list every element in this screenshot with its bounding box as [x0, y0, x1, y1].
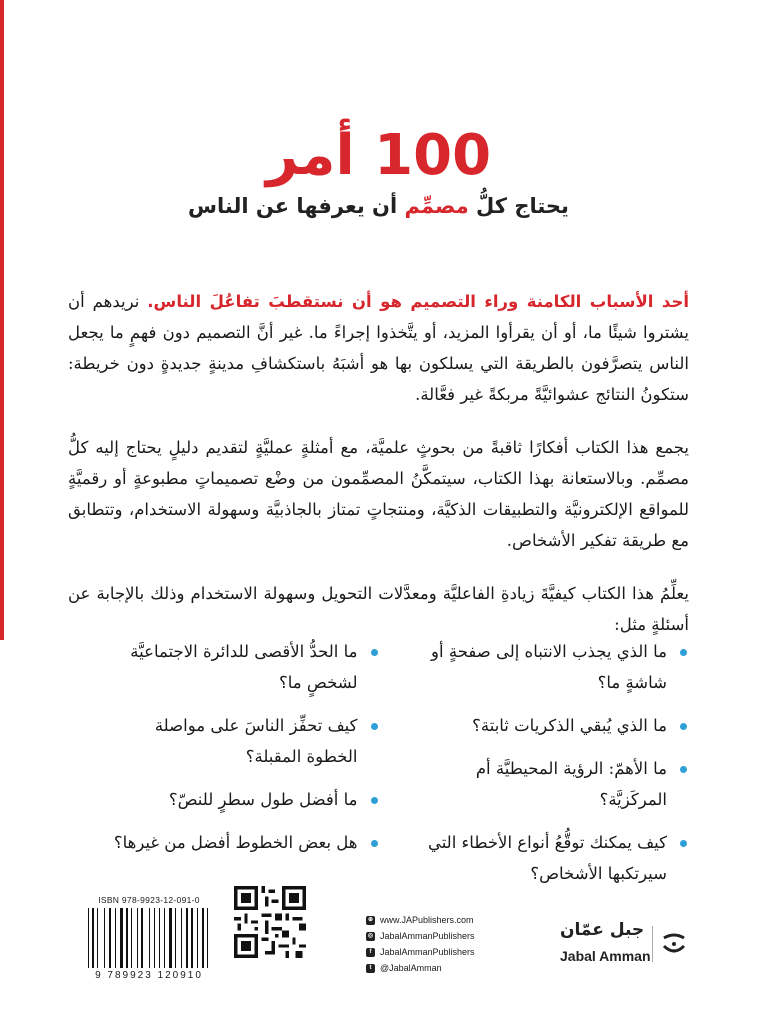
paragraph-3: يعلِّمُ هذا الكتاب كيفيَّةَ زيادةِ الفاعليَّة ومعدَّلات التحويل وسهولة الاستخدام وذلك بالإجابة عن أسئلةٍ مثل:	[68, 584, 689, 634]
barcode-bar	[92, 908, 94, 968]
twitter-icon: t	[366, 964, 375, 973]
paragraph-2: يجمع هذا الكتاب أفكارًا ثاقبةً من بحوثٍ علميَّة، مع أمثلةٍ عمليَّةٍ لتقديم دليلٍ يحتاج إليه كلُّ مصمِّم. وبالاستعانة بهذا الكتاب، سيتمكَّنُ المصمِّمون من وضْع تصميماتٍ مطبوعةٍ أو رقميَّةٍ للمواقع الإلكترونيَّة والتطبيقات الذكيَّة، ومنتجاتٍ تمتاز بالجاذبيَّة وسهولة الاستخدام، وتتطابق مع طريقة تفكير الأشخاص.	[68, 438, 689, 550]
barcode-bar	[145, 908, 148, 968]
barcode-bar	[169, 908, 172, 968]
barcode-bar	[149, 908, 150, 968]
barcode-bar	[117, 908, 118, 968]
red-spine-edge	[0, 0, 4, 640]
question-column-right	[410, 636, 690, 901]
barcode-bar	[120, 908, 123, 968]
publisher-name-english: Jabal Amman	[560, 948, 651, 964]
qr-code	[234, 886, 306, 958]
barcode-bar	[166, 908, 167, 968]
barcode-bar	[205, 908, 206, 968]
social-instagram: ◎ JabalAmmanPublishers	[367, 931, 475, 941]
barcode-bar	[188, 908, 189, 968]
barcode-bar	[97, 908, 98, 968]
barcode-bar	[106, 908, 108, 968]
facebook-icon: f	[366, 948, 375, 957]
subtitle-pre: يحتاج كلُّ	[476, 194, 569, 218]
barcode-bar	[183, 908, 184, 968]
list-item: ما الذي يجذب الانتباه إلى صفحةٍ أو شاشةٍ ما؟	[410, 636, 690, 698]
logo-divider	[652, 926, 653, 962]
paragraph-1-body: نريدهم أن يشتروا شيئًا ما، أو أن يقرأوا المزيد، أو يتَّخذوا إجراءً ما. غير أنَّ التصميم دون فهمٍ ما يجعل الناس يتصرَّفون بالطريقة التي يسلكون بها هو أشبَهُ باستكشافِ مدينةٍ جديدةٍ دون خريطة: ستكونُ النتائج عشوائيَّةً مربكةً غير فعَّالة.	[68, 292, 689, 404]
barcode-bar	[109, 908, 111, 968]
list-item: كيف يمكنك توقُّعُ أنواع الأخطاء التي سيرتكبها الأشخاص؟	[410, 827, 690, 889]
isbn-digits: 9 789923 120910	[95, 970, 203, 981]
list-item: ما الذي يُبقي الذكريات ثابتة؟	[410, 710, 690, 741]
question-list	[100, 636, 689, 901]
barcode-bar	[100, 908, 103, 968]
barcode-bar	[141, 908, 143, 968]
question-column-left	[100, 636, 380, 901]
barcode-bar	[191, 908, 194, 968]
globe-icon: ⊕	[367, 916, 374, 923]
isbn-text: ISBN 978-9923-12-091-0	[98, 895, 200, 905]
barcode-bar	[90, 908, 91, 968]
list-item: ما الأهمّ: الرؤية المحيطيَّة أم المركَزيَّة؟	[410, 753, 690, 815]
subtitle-post: أن يعرفها عن الناس	[188, 194, 398, 218]
instagram-icon: ◎	[367, 932, 374, 939]
barcode-bar	[126, 908, 128, 968]
barcode-bar	[155, 908, 157, 968]
barcode-bar	[199, 908, 200, 968]
barcode-bar	[139, 908, 140, 968]
barcode-bar	[123, 908, 124, 968]
book-title: 100 أمر	[265, 123, 492, 188]
barcode-bars	[88, 908, 210, 968]
social-twitter: t @JabalAmman	[366, 960, 475, 976]
barcode-bar	[164, 908, 165, 968]
list-item: ما الحدُّ الأقصى للدائرة الاجتماعيَّة لشخصٍ ما؟	[100, 636, 380, 698]
list-item: كيف تحفِّز الناسَ على مواصلة الخطوة المقبلة؟	[100, 710, 380, 772]
barcode-bar	[115, 908, 116, 968]
publisher-logo	[540, 920, 690, 968]
barcode-bar	[197, 908, 198, 968]
publisher-name-arabic: جبل عمّان	[560, 920, 645, 940]
barcode-bar	[131, 908, 132, 968]
list-item: ما أفضل طول سطرٍ للنصّ؟	[100, 784, 380, 815]
barcode-bar	[134, 908, 136, 968]
lead-sentence: أحد الأسباب الكامنة وراء التصميم هو أن نستقطبَ تفاعُلَ الناس.	[147, 292, 690, 311]
subtitle-accent: مصمِّم	[404, 194, 469, 218]
paragraph-1	[68, 286, 689, 410]
social-links	[366, 912, 475, 976]
barcode-bar	[207, 908, 208, 968]
barcode-bar	[181, 908, 182, 968]
blurb	[68, 286, 689, 662]
barcode-bar	[173, 908, 174, 968]
book-subtitle	[0, 194, 757, 218]
barcode-bar	[151, 908, 152, 968]
social-website: ⊕ www.JAPublishers.com	[367, 915, 474, 925]
barcode-bar	[159, 908, 160, 968]
list-item: هل بعض الخطوط أفضل من غيرها؟	[100, 827, 380, 858]
barcode-bar	[175, 908, 176, 968]
publisher-mark-icon	[660, 930, 688, 958]
isbn-barcode	[88, 895, 210, 981]
social-facebook: f JabalAmmanPublishers	[366, 944, 475, 960]
